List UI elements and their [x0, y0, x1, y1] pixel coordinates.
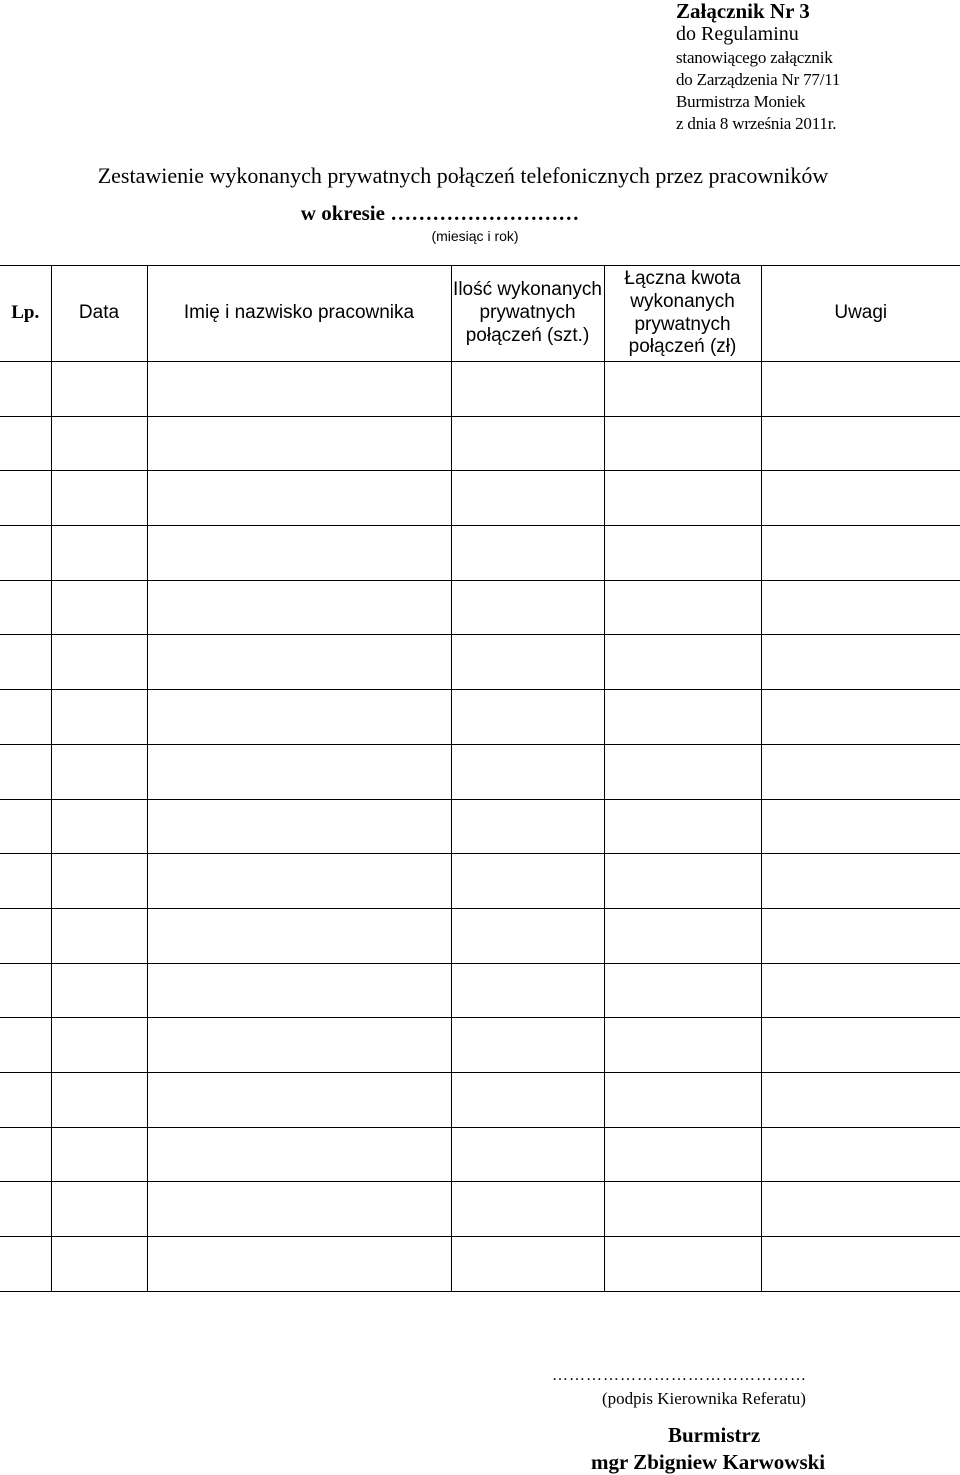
cell-total-amount	[604, 1018, 761, 1073]
cell-total-amount	[604, 362, 761, 417]
cell-notes	[761, 526, 960, 581]
cell-employee-name	[147, 635, 451, 690]
cell-date	[51, 1127, 147, 1182]
cell-date	[51, 416, 147, 471]
table-row	[0, 1072, 960, 1127]
cell-date	[51, 1018, 147, 1073]
signature-hint: (podpis Kierownika Referatu)	[602, 1389, 806, 1408]
cell-call-count	[451, 1127, 604, 1182]
cell-number	[0, 744, 51, 799]
cell-notes	[761, 854, 960, 909]
cell-notes	[761, 416, 960, 471]
cell-call-count	[451, 362, 604, 417]
column-header-number: Lp.	[0, 266, 51, 362]
table-row	[0, 1237, 960, 1292]
table-row	[0, 690, 960, 745]
cell-total-amount	[604, 1237, 761, 1292]
cell-employee-name	[147, 1127, 451, 1182]
cell-call-count	[451, 908, 604, 963]
cell-employee-name	[147, 854, 451, 909]
cell-total-amount	[604, 1182, 761, 1237]
cell-notes	[761, 1018, 960, 1073]
cell-number	[0, 690, 51, 745]
cell-employee-name	[147, 526, 451, 581]
cell-notes	[761, 744, 960, 799]
cell-date	[51, 854, 147, 909]
cell-number	[0, 1072, 51, 1127]
cell-number	[0, 1237, 51, 1292]
table-row	[0, 526, 960, 581]
cell-total-amount	[604, 690, 761, 745]
cell-call-count	[451, 1237, 604, 1292]
cell-notes	[761, 963, 960, 1018]
cell-total-amount	[604, 1072, 761, 1127]
table-row	[0, 1127, 960, 1182]
cell-employee-name	[147, 362, 451, 417]
cell-notes	[761, 799, 960, 854]
cell-notes	[761, 1182, 960, 1237]
cell-employee-name	[147, 690, 451, 745]
cell-call-count	[451, 854, 604, 909]
annex-line-order: do Zarządzenia Nr 77/11	[676, 69, 841, 89]
annex-line-attachment: stanowiącego załącznik	[676, 48, 833, 68]
cell-call-count	[451, 1072, 604, 1127]
cell-date	[51, 1182, 147, 1237]
cell-employee-name	[147, 1237, 451, 1292]
cell-call-count	[451, 1018, 604, 1073]
cell-number	[0, 1018, 51, 1073]
cell-employee-name	[147, 1072, 451, 1127]
cell-employee-name	[147, 908, 451, 963]
cell-total-amount	[604, 526, 761, 581]
cell-notes	[761, 471, 960, 526]
cell-call-count	[451, 963, 604, 1018]
cell-call-count	[451, 799, 604, 854]
cell-total-amount	[604, 416, 761, 471]
cell-notes	[761, 690, 960, 745]
cell-date	[51, 580, 147, 635]
table-row	[0, 744, 960, 799]
table-body	[0, 362, 960, 1292]
table-row	[0, 416, 960, 471]
cell-call-count	[451, 690, 604, 745]
annex-line-regulation: do Regulaminu	[676, 23, 799, 46]
cell-number	[0, 799, 51, 854]
cell-employee-name	[147, 963, 451, 1018]
cell-date	[51, 1072, 147, 1127]
cell-number	[0, 1182, 51, 1237]
cell-date	[51, 799, 147, 854]
annex-title: Załącznik Nr 3	[676, 0, 810, 23]
cell-number	[0, 362, 51, 417]
cell-notes	[761, 362, 960, 417]
cell-call-count	[451, 744, 604, 799]
cell-call-count	[451, 416, 604, 471]
cell-total-amount	[604, 799, 761, 854]
cell-number	[0, 416, 51, 471]
cell-number	[0, 908, 51, 963]
cell-date	[51, 908, 147, 963]
table-row	[0, 1182, 960, 1237]
annex-line-mayor: Burmistrza Moniek	[676, 91, 806, 111]
cell-total-amount	[604, 580, 761, 635]
column-header-notes: Uwagi	[761, 266, 960, 362]
signature-line: ………………………………………	[552, 1367, 807, 1384]
cell-employee-name	[147, 416, 451, 471]
annex-header	[676, 0, 840, 132]
table-row	[0, 580, 960, 635]
table-row	[0, 963, 960, 1018]
cell-date	[51, 1237, 147, 1292]
cell-date	[51, 362, 147, 417]
table-row	[0, 635, 960, 690]
cell-employee-name	[147, 580, 451, 635]
cell-employee-name	[147, 744, 451, 799]
cell-date	[51, 471, 147, 526]
cell-date	[51, 635, 147, 690]
signature-person: mgr Zbigniew Karwowski	[591, 1450, 826, 1474]
table-row	[0, 799, 960, 854]
cell-call-count	[451, 471, 604, 526]
cell-date	[51, 963, 147, 1018]
cell-total-amount	[604, 963, 761, 1018]
cell-employee-name	[147, 799, 451, 854]
period-field: w okresie ………………………	[300, 201, 580, 225]
cell-total-amount	[604, 635, 761, 690]
cell-total-amount	[604, 471, 761, 526]
cell-employee-name	[147, 1182, 451, 1237]
table-header-row	[0, 266, 960, 362]
signature-role: Burmistrz	[668, 1423, 761, 1447]
annex-line-date: z dnia 8 września 2011r.	[676, 113, 837, 133]
signature-block	[546, 1367, 946, 1475]
cell-employee-name	[147, 471, 451, 526]
cell-notes	[761, 1072, 960, 1127]
cell-notes	[761, 1237, 960, 1292]
cell-notes	[761, 908, 960, 963]
cell-date	[51, 526, 147, 581]
cell-number	[0, 854, 51, 909]
cell-number	[0, 471, 51, 526]
cell-employee-name	[147, 1018, 451, 1073]
cell-number	[0, 526, 51, 581]
cell-notes	[761, 580, 960, 635]
cell-total-amount	[604, 854, 761, 909]
table-row	[0, 854, 960, 909]
cell-call-count	[451, 526, 604, 581]
calls-table	[0, 265, 960, 1292]
cell-date	[51, 690, 147, 745]
column-header-date: Data	[51, 266, 147, 362]
period-hint: (miesiąc i rok)	[431, 228, 519, 244]
cell-number	[0, 635, 51, 690]
table-row	[0, 1018, 960, 1073]
cell-call-count	[451, 635, 604, 690]
column-header-call-count: Ilość wykonanych prywatnych połączeń (szt.)	[451, 266, 604, 362]
column-header-total-amount: Łączna kwota wykonanych prywatnych połączeń (zł)	[604, 266, 761, 362]
table-row	[0, 362, 960, 417]
cell-date	[51, 744, 147, 799]
cell-call-count	[451, 580, 604, 635]
table-row	[0, 471, 960, 526]
cell-total-amount	[604, 744, 761, 799]
document-title: Zestawienie wykonanych prywatnych połączeń telefonicznych przez pracowników	[97, 163, 829, 188]
table-row	[0, 908, 960, 963]
cell-total-amount	[604, 908, 761, 963]
cell-notes	[761, 635, 960, 690]
column-header-employee-name: Imię i nazwisko pracownika	[147, 266, 451, 362]
cell-number	[0, 580, 51, 635]
cell-number	[0, 963, 51, 1018]
cell-total-amount	[604, 1127, 761, 1182]
cell-notes	[761, 1127, 960, 1182]
cell-call-count	[451, 1182, 604, 1237]
cell-number	[0, 1127, 51, 1182]
